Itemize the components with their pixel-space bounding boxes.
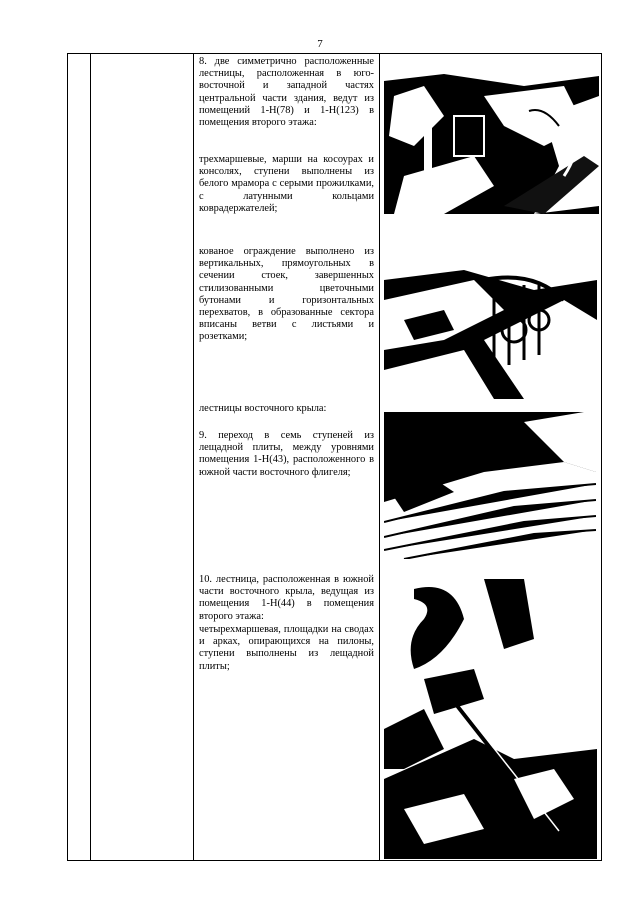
entry-8-text: 8. две симметрично расположенные лестницы, расположенная в юго-восточной и западной частях центральной части здания, ведут из помещений 1-Н(78) и 1-Н(123) в помещения второго этажа: [199,56,374,129]
seven-steps-photo [384,412,596,559]
column-divider [379,54,380,860]
entry-9-text: 9. переход в семь ступеней из лещадной плиты, между уровнями помещения 1-Н(43), расположенного в южной части восточного флигеля; [199,430,374,478]
entry-10-text: 10. лестница, расположенная в южной части восточного крыла, ведущая из помещения 1-Н(44) в помещения второго этажа: [199,574,374,622]
east-wing-heading: лестницы восточного крыла: [199,403,327,414]
railing-photo [384,240,597,399]
monument-table [67,53,602,861]
column-divider [193,54,194,860]
entry-8-stairs-text: трехмаршевые, марши на косоурах и консолях, ступени выполнены из белого мрамора с серыми прожилками, с латунными кольцами коврадержателей; [199,154,374,214]
entry-8-railing-text: кованое ограждение выполнено из вертикальных, прямоугольных в сечении стоек, завершенных стилизованными цветочными бутонами и горизонтальных перехватов, в образованные сектора вписаны ветви с листьями и розетками; [199,246,374,343]
column-divider [90,54,91,860]
page-number: 7 [317,38,323,50]
staircase-hall-photo [384,56,599,214]
entry-10-stairs-text: четырехмаршевая, площадки на сводах и арках, опирающихся на пилоны, ступени выполнены из лещадной плиты; [199,624,374,672]
four-flight-staircase-photo [384,579,597,859]
